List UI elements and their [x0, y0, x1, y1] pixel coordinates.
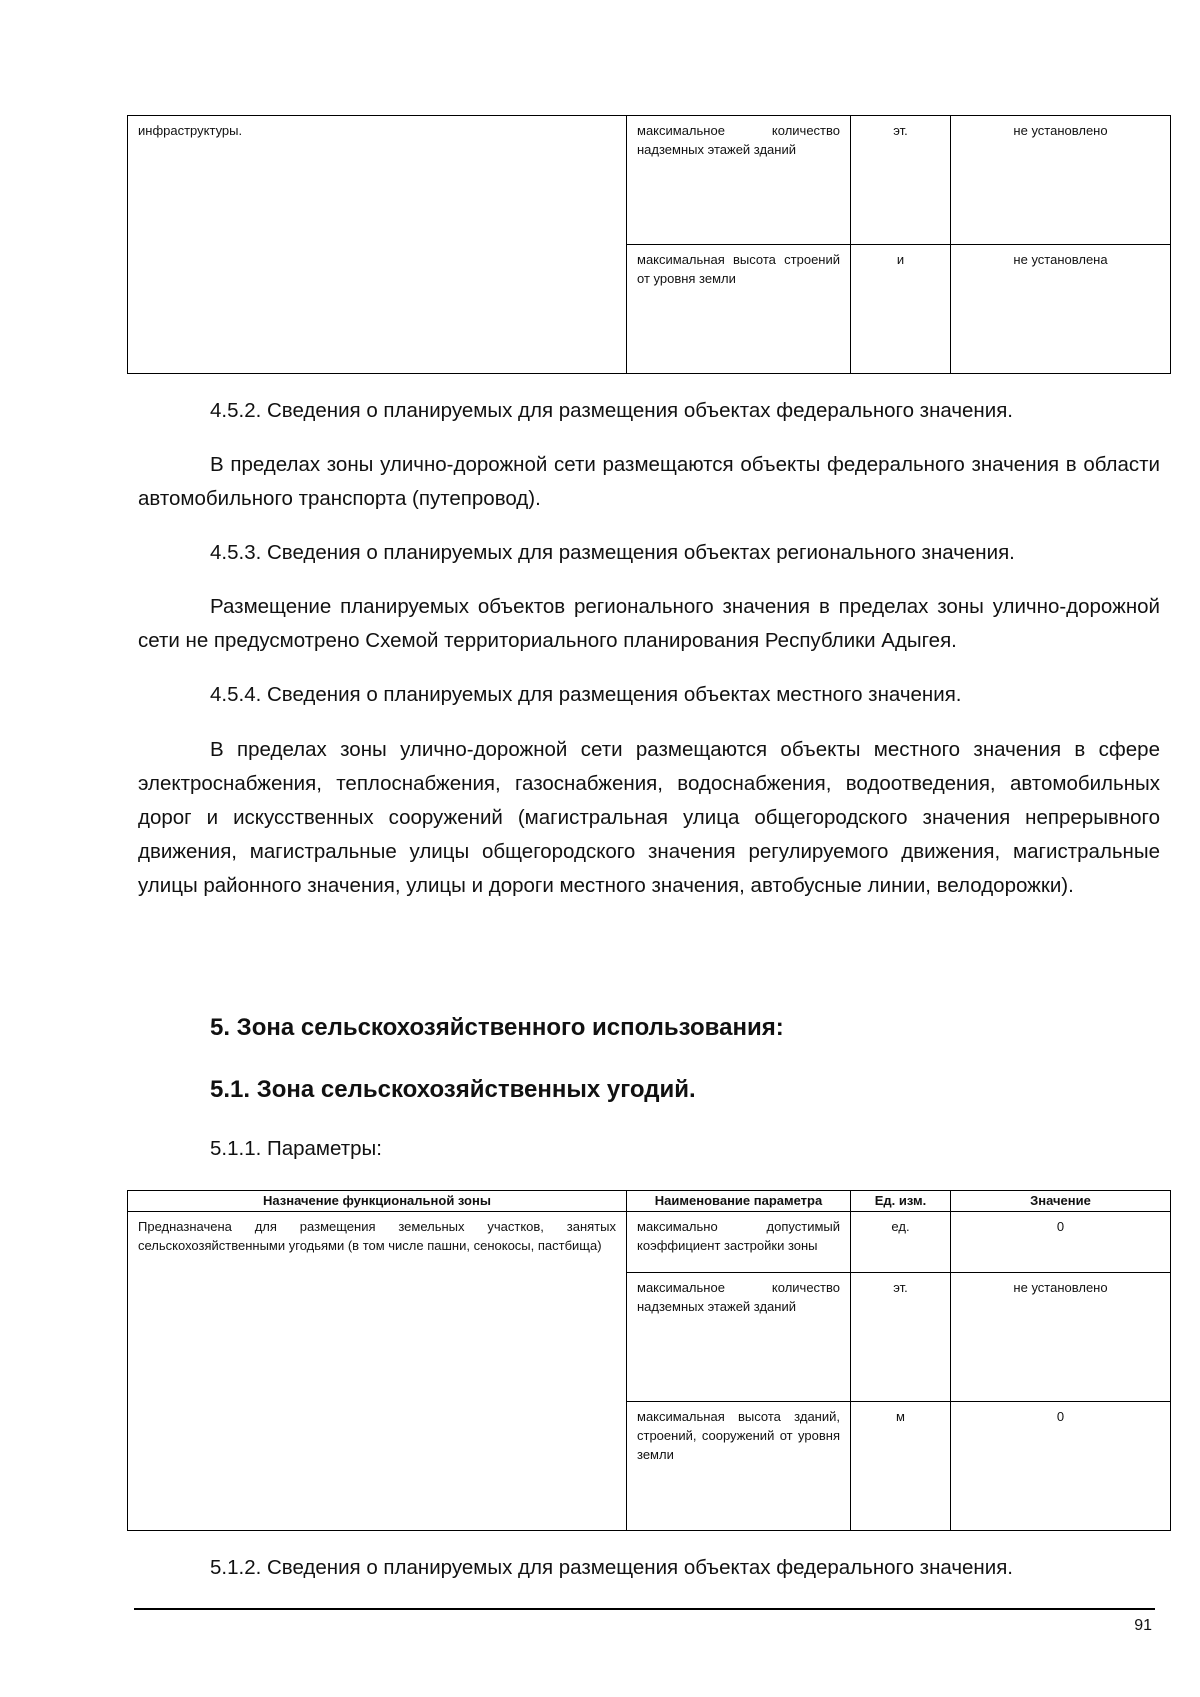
section-4-5-2-text: В пределах зоны улично-дорожной сети размещаются объекты федерального значения в области автомобильного транспорта (путепровод). [138, 453, 1160, 510]
unit-cell: ед. [851, 1212, 951, 1273]
unit-cell: эт. [851, 1273, 951, 1402]
parameter-name-cell: максимально допустимый коэффициент застройки зоны [627, 1212, 851, 1273]
value-cell: 0 [951, 1402, 1171, 1531]
parameter-name-cell: максимальное количество надземных этажей зданий [627, 116, 851, 245]
column-header: Ед. изм. [851, 1191, 951, 1212]
section-4-5-4-text: В пределах зоны улично-дорожной сети размещаются объекты местного значения в сфере электроснабжения, теплоснабжения, газоснабжения, водоснабжения, водоотведения, автомобильных дорог и искусственных сооружений (магистральная улица общегородского значения непрерывного движения, магистральные улицы общегородского значения регулируемого движения, магистральные улицы районного значения, улицы и дороги местного значения, автобусные линии, велодорожки). [138, 738, 1160, 897]
zone-purpose-cell: Предназначена для размещения земельных участков, занятых сельскохозяйственными угодьями (в том числе пашни, сенокосы, пастбища) [128, 1212, 627, 1531]
table-row [128, 116, 1171, 245]
table-header-row [128, 1191, 1171, 1212]
section-5-1-2-heading: 5.1.2. Сведения о планируемых для размещения объектах федерального значения. [210, 1556, 1013, 1579]
parameters-table-continued [127, 115, 1171, 374]
value-cell: не установлено [951, 1273, 1171, 1402]
column-header: Значение [951, 1191, 1171, 1212]
unit-cell: эт. [851, 116, 951, 245]
value-cell: не установлено [951, 116, 1171, 245]
parameter-name-cell: максимальная высота зданий, строений, сооружений от уровня земли [627, 1402, 851, 1531]
zone-purpose-cell: инфраструктуры. [128, 116, 627, 374]
column-header: Наименование параметра [627, 1191, 851, 1212]
section-5-1-heading: 5.1. Зона сельскохозяйственных угодий. [210, 1076, 696, 1103]
section-5-heading: 5. Зона сельскохозяйственного использования: [210, 1014, 784, 1041]
value-cell: 0 [951, 1212, 1171, 1273]
parameter-name-cell: максимальная высота строений от уровня земли [627, 245, 851, 374]
parameters-label: 5.1.1. Параметры: [210, 1137, 382, 1160]
footer-rule [134, 1608, 1155, 1610]
section-4-5-2-heading: 4.5.2. Сведения о планируемых для размещения объектах федерального значения. [210, 399, 1013, 422]
parameter-name-cell: максимальное количество надземных этажей зданий [627, 1273, 851, 1402]
section-4-5-3-text: Размещение планируемых объектов регионального значения в пределах зоны улично-дорожной сети не предусмотрено Схемой территориального планирования Республики Адыгея. [138, 595, 1160, 652]
column-header: Назначение функциональной зоны [128, 1191, 627, 1212]
value-cell: не установлена [951, 245, 1171, 374]
unit-cell: и [851, 245, 951, 374]
section-4-5-4-heading: 4.5.4. Сведения о планируемых для размещения объектах местного значения. [210, 683, 962, 706]
unit-cell: м [851, 1402, 951, 1531]
section-4-5-3-heading: 4.5.3. Сведения о планируемых для размещения объектах регионального значения. [210, 541, 1015, 564]
page-number: 91 [1134, 1617, 1152, 1634]
parameters-table [127, 1190, 1171, 1531]
table-row [128, 1212, 1171, 1273]
